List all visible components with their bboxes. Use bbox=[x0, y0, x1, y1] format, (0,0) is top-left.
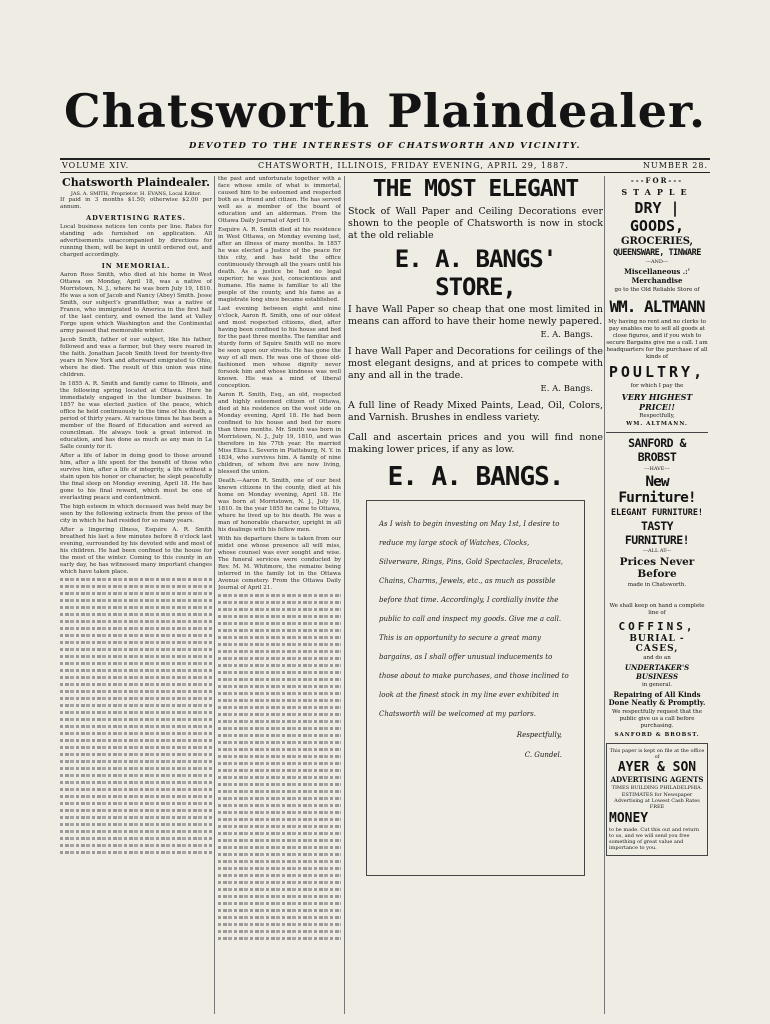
store-name: E. A. BANGS' STORE, bbox=[394, 245, 557, 301]
volume-label: VOLUME XIV. bbox=[62, 161, 130, 170]
ad-paragraph: A full line of Ready Mixed Paints, Lead, Oil, Colors, and Varnish. Brushes in endless variety. bbox=[348, 400, 603, 423]
obituary-paragraph: Aaron R. Smith, Esq., an old, respected and highly esteemed citizen of Ottawa, died at his residence on the west side on Monday evening, April 18. He had been confined to his house and bed for more than three months. Mr. Smith was born in Morristown, N. J., July 19, 1810, and was therefore in his 77th year. He married Miss Eliza L. Severin in Plattsburg, N. Y. in 1834, who survives him. A family of nine children, of whom five are now living, blessed the union. bbox=[218, 392, 341, 475]
poultry-text: for which I pay the bbox=[630, 383, 684, 389]
ad-paragraph: Stock of Wall Paper and Ceiling Decorations ever shown to the people of Chatsworth is now in stock at the old reliable bbox=[348, 206, 603, 241]
poultry-label: POULTRY, bbox=[608, 363, 706, 381]
dateline-bar bbox=[60, 158, 710, 173]
memorial-paragraph: Jacob Smith, father of our subject, like his father, followed and was a farmer, but they were reared in the faith. Jonathan Jacob Smith lived for twenty-five years in New York and afterward emigrated to Ohio, where he died. The result of this union was nine children. bbox=[60, 337, 212, 378]
ayer-note: This paper is kept on file at the office of bbox=[609, 748, 705, 760]
memorial-paragraph: After a lingering illness, Esquire A. R. Smith breathed his last a few minutes before 8 o'clock last evening, surrounded by his devoted wife and most of his children. He had been confined to the house for the most of the winter. Coming to this county in an early day, he has witnessed many important changes which have taken place. bbox=[60, 527, 212, 575]
memorial-paragraph: Aaron Ross Smith, who died at his home in West Ottawa on Monday, April 18, was a native of Morristown, N. J., where he was born July 19, 1810. He was a son of Jacob and Nancy (Abey) Smith. Jesse Smith, our subject's grandfather, was a native of France, who immigrated to America in the first half of the last century, and owned the land at Valley Forge upon which Washington and the Continental army passed that memorable winter. bbox=[60, 272, 212, 334]
masthead-title: Chatsworth Plaindealer. bbox=[63, 84, 707, 138]
obituary-paragraph: Death.—Aaron R. Smith, one of our best known citizens in the county, died at his home on Monday evening, April 18. He was born at Morristown, N. J., July 19, 1810. In the year 1855 he came to Ottawa, where he lived up to his death. He was a man of honorable character, upright in all his dealings with his fellow men. bbox=[218, 478, 341, 533]
advertising-rates: Local business notices ten cents per line. Rates for standing ads furnished on application. All advertisements unaccompanied by directions for running them, will be kept in until ordered out, and charged accordingly. bbox=[60, 224, 212, 258]
ad-paragraph: Call and ascertain prices and you will find none making lower prices, if any as low. bbox=[348, 432, 603, 455]
coffins-intro: We shall keep on hand a complete line of bbox=[609, 603, 705, 616]
text-filler bbox=[218, 594, 341, 940]
paper-nameplate: Chatsworth Plaindealer. bbox=[61, 176, 211, 189]
ad-big-signature: E. A. BANGS. bbox=[387, 462, 564, 492]
altmann-name: WM. ALTMANN bbox=[609, 297, 705, 316]
column-rule bbox=[214, 176, 215, 1014]
ad-for: ---FOR--- bbox=[630, 176, 684, 185]
ad-misc: Miscellaneous .:' Merchandise bbox=[624, 267, 690, 285]
sanford-brobst-signature: SANFORD & BROBST. bbox=[614, 732, 700, 738]
prices-never-before: Prices Never Before bbox=[619, 556, 695, 580]
ayer-advertisement bbox=[606, 743, 708, 856]
text-filler bbox=[60, 578, 212, 854]
repairing: Repairing of All Kinds Done Neatly & Promptly. bbox=[608, 690, 706, 707]
respectfully: Respectfully, bbox=[639, 413, 675, 419]
ad-staple: STAPLE bbox=[621, 187, 693, 197]
obituary-paragraph: With his departure there is taken from our midst one whose presence all will miss, whose counsel was ever sought and wise. The funeral services were conducted by Rev. M. M. Whitmore, the remains being interred in the family lot in the Ottawa Avenue cemetery. From the Ottawa Daily Journal of April 21. bbox=[218, 536, 341, 591]
money-text: to be made. Cut this out and return to us, and we will send you free something of great value and importance to you. bbox=[609, 827, 700, 851]
request-text: We respectfully request that the public give us a call before purchasing. bbox=[612, 709, 702, 729]
and-do-an: and do an bbox=[643, 655, 671, 661]
ad-queensware: QUEENSWARE, TINWARE bbox=[613, 248, 701, 258]
terms: If paid in 3 months $1.50; otherwise $2.00 per annum. bbox=[60, 197, 212, 210]
memorial-paragraph: After a life of labor in doing good to those around him, after a life spent for the benefit of those who survive him, after a life of integrity, a life without a stain upon his honor or character, he slept peacefully the final sleep on Monday evening, April 18. He has gone to his final reward, which must be one of everlasting peace and contentment. bbox=[60, 453, 212, 501]
ayer-estimates: ESTIMATES for Newspaper Advertising at Lowest Cash Rates FREE bbox=[614, 792, 700, 810]
coffins-label: COFFINS, bbox=[618, 620, 696, 633]
obituary-paragraph: Last evening between eight and nine o'clock, Aaron R. Smith, one of our oldest and most respected citizens, died, after having been confined to his house and bed for the past three months. The familiar and sturdy form of Squire Smith will no more be seen upon our streets. He has gone the way of all men. He was one of those old-fashioned men whose dignity never forsook him and whose kindness was well known. His was a mind of liberal conception. bbox=[218, 306, 341, 389]
burial-cases: BURIAL - CASES, bbox=[629, 634, 685, 654]
column-advertisements bbox=[606, 176, 708, 1014]
obituary-paragraph: the past and unfortunate together with a face whose smile of what is immortal, caused him to be esteemed and respected both as a friend and citizen. He has served well as a member of the board of education and an alderman. From the Ottawa Daily Journal of April 19. bbox=[218, 176, 341, 224]
ad-groceries: GROCERIES, bbox=[620, 236, 694, 247]
ad-goto: go to the Old Reliable Store of bbox=[614, 287, 700, 293]
jeweler-advertisement bbox=[366, 500, 585, 876]
ad-have: ---HAVE--- bbox=[644, 466, 670, 472]
column-rule bbox=[344, 176, 345, 1014]
column-editorial bbox=[60, 176, 212, 1014]
memorial-heading: IN MEMORIAL. bbox=[101, 262, 171, 270]
ad-signature: E. A. Bangs. bbox=[540, 384, 593, 394]
ad-and: ---AND--- bbox=[645, 259, 669, 265]
jeweler-signature: C. Gundel. bbox=[524, 751, 562, 759]
altmann-text: My having no rent and no clerks to pay enables me to sell all goods at close figures, and if you wish to secure Bargains give me a call. I am headquarters for the purchase of all kinds of bbox=[606, 319, 708, 360]
ayer-name: AYER & SON bbox=[617, 760, 697, 775]
altmann-signature: WM. ALTMANN. bbox=[626, 421, 688, 427]
ayer-building: TIMES BUILDING PHILADELPHIA. bbox=[611, 785, 703, 791]
date-label: CHATSWORTH, ILLINOIS, FRIDAY EVENING, APRIL 29, 1887. bbox=[258, 161, 569, 170]
advertising-heading: ADVERTISING RATES. bbox=[86, 214, 186, 222]
highest-price: VERY HIGHEST PRICE!! bbox=[621, 392, 693, 412]
ad-signature: E. A. Bangs. bbox=[540, 330, 593, 340]
number-label: NUMBER 28. bbox=[643, 161, 708, 170]
column-rule bbox=[604, 176, 605, 1014]
bangs-advertisement bbox=[348, 176, 603, 1014]
ad-headline: THE MOST ELEGANT bbox=[372, 176, 579, 202]
ad-paragraph: I have Wall Paper so cheap that one most limited in means can afford to have their home newly papered. bbox=[348, 304, 603, 327]
ayer-agents: ADVERTISING AGENTS bbox=[610, 775, 704, 784]
memorial-paragraph: In 1855 A. R. Smith and family came to Illinois, and the following spring located at Ottawa. Here he immediately engaged in the lumber business. In 1857 he was elected justice of the peace, which office he held continuously to the time of his death, a period of thirty years. At various times he has been a member of the Board of Education and served as councilman. He always took a great interest in education, and has done as much as any man in La Salle county for it. bbox=[60, 381, 212, 450]
ad-dry-goods: DRY | GOODS, bbox=[629, 199, 685, 235]
made-in-chatsworth: made in Chatsworth. bbox=[627, 582, 687, 588]
masthead-motto: DEVOTED TO THE INTERESTS OF CHATSWORTH AND VICINITY. bbox=[189, 141, 581, 151]
tasty-furniture: TASTY FURNITURE! bbox=[624, 519, 690, 547]
memorial-paragraph: The high esteem in which deceased was held may be seen by the following extracts from the press of the city in which he had resided for so many years. bbox=[60, 504, 212, 524]
money-label: MONEY bbox=[609, 811, 649, 826]
jeweler-text: As I wish to begin investing on May 1st, I desire to reduce my large stock of Watches, Clocks, Silverware, Rings, Pins, Gold Spectacles, Bracelets, Chains, Charms, Jewels, etc., as much as possible before that time. Accordingly, I cordially invite the public to call and inspect my goods. Give me a call. This is an opportunity to secure a great many bargains, as I shall offer unusual inducements to those about to make purchases, and those inclined to look at the finest stock in my line ever exhibited in Chatsworth will be welcomed at my parlors. bbox=[379, 520, 569, 718]
elegant-furniture: ELEGANT FURNITURE! bbox=[610, 508, 704, 518]
publishers: JAS. A. SMITH, Proprietor. H. EVANS, Local Editor. bbox=[70, 191, 202, 197]
jeweler-closing: Respectfully, bbox=[516, 731, 562, 739]
obituary-paragraph: Esquire A. R. Smith died at his residence in West Ottawa, on Monday evening last, after an illness of many months. In 1857 he was elected a Justice of the peace for this city, and has held the office continuously through all the years until his death. As a justice he had no legal superior; he was just, conscientious and humane. His name is familiar to all the people of the county, and his fame as a magistrate long since became established. bbox=[218, 227, 341, 303]
undertaker-business: UNDERTAKER'S BUSINESS bbox=[624, 663, 690, 681]
ad-paragraph: I have Wall Paper and Decorations for ceilings of the most elegant designs, and at prices to compete with any and all in the trade. bbox=[348, 346, 603, 381]
ad-all-at: ---ALL AT--- bbox=[642, 548, 671, 554]
column-obituaries bbox=[218, 176, 341, 1014]
in-general: in general. bbox=[641, 682, 673, 688]
new-furniture: New Furniture! bbox=[618, 474, 696, 506]
sanford-brobst-heading: SANFORD & BROBST bbox=[606, 432, 708, 464]
